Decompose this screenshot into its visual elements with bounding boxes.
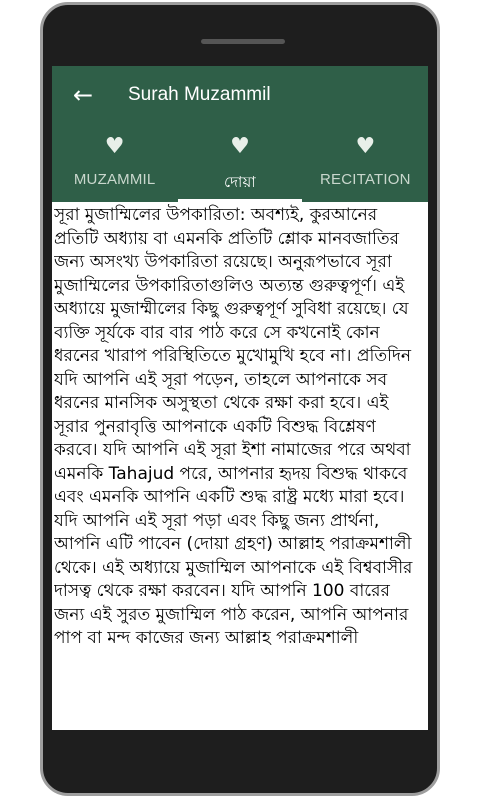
- tab-bar: [52, 126, 428, 202]
- active-tab-indicator: [178, 199, 302, 202]
- heart-icon: ♥: [104, 134, 125, 159]
- heart-icon: ♥: [355, 134, 376, 159]
- tab-muzammil[interactable]: [52, 126, 177, 202]
- tab-label: দোয়া: [224, 174, 256, 191]
- app-screen: [52, 66, 428, 730]
- back-arrow-icon[interactable]: ←: [72, 81, 94, 109]
- heart-icon: ♥: [230, 134, 250, 159]
- tab-dua[interactable]: [177, 126, 302, 202]
- tab-label: MUZAMMIL: [73, 171, 156, 188]
- tab-recitation[interactable]: [303, 126, 428, 202]
- benefits-text: সূরা মুজাম্মিলের উপকারিতা: অবশ্যই, কুরআনের প্রতিটি অধ্যায় বা এমনকি প্রতিটি শ্লোক মানবজাতির জন্য অসংখ্য উপকারিতা রয়েছে। অনুরূপভাবে সূরা মুজাম্মিলের উপকারিতাগুলিও অত্যন্ত গুরুত্বপূর্ণ। এই অধ্যায়ে মুজাম্মীলের কিছু গুরুত্বপূর্ণ সুবিধা রয়েছে। যে ব্যক্তি সূর্যকে বার বার পাঠ করে সে কখনোই কোন ধরনের খারাপ পরিস্থিতিতে মুখোমুখি হবে না। প্রতিদিন যদি আপনি এই সূরা পড়েন, তাহলে আপনাকে সব ধরনের মানসিক অসুস্থতা থেকে রক্ষা করা হবে। এই সূরার পুনরাবৃত্তি আপনাকে একটি বিশুদ্ধ বিশ্লেষণ করবে। যদি আপনি এই সূরা ইশা নামাজের পরে অথবা এমনকি Tahajud পরে, আপনার হৃদয় বিশুদ্ধ থাকবে এবং এমনকি আপনি একটি শুদ্ধ রাষ্ট্র মধ্যে মারা হবে। যদি আপনি এই সূরা পড়া এবং কিছু জন্য প্রার্থনা, আপনি এটি পাবেন (দোয়া গ্রহণ) আল্লাহ পরাক্রমশালী থেকে। এই অধ্যায়ে মুজাম্মিল আপনাকে এই বিশ্ববাসীর দাসত্ব থেকে রক্ষা করবেন। যদি আপনি 100 বারের জন্য এই সুরত মুজাম্মিল পাঠ করেন, আপনি আপনার পাপ বা মন্দ কাজের জন্য আল্লাহ পরাক্রমশালী: [54, 205, 413, 648]
- page-title: Surah Muzammil: [128, 84, 271, 105]
- app-bar: [52, 66, 428, 202]
- tab-label: RECITATION: [320, 171, 411, 188]
- speaker-grille: [201, 39, 285, 44]
